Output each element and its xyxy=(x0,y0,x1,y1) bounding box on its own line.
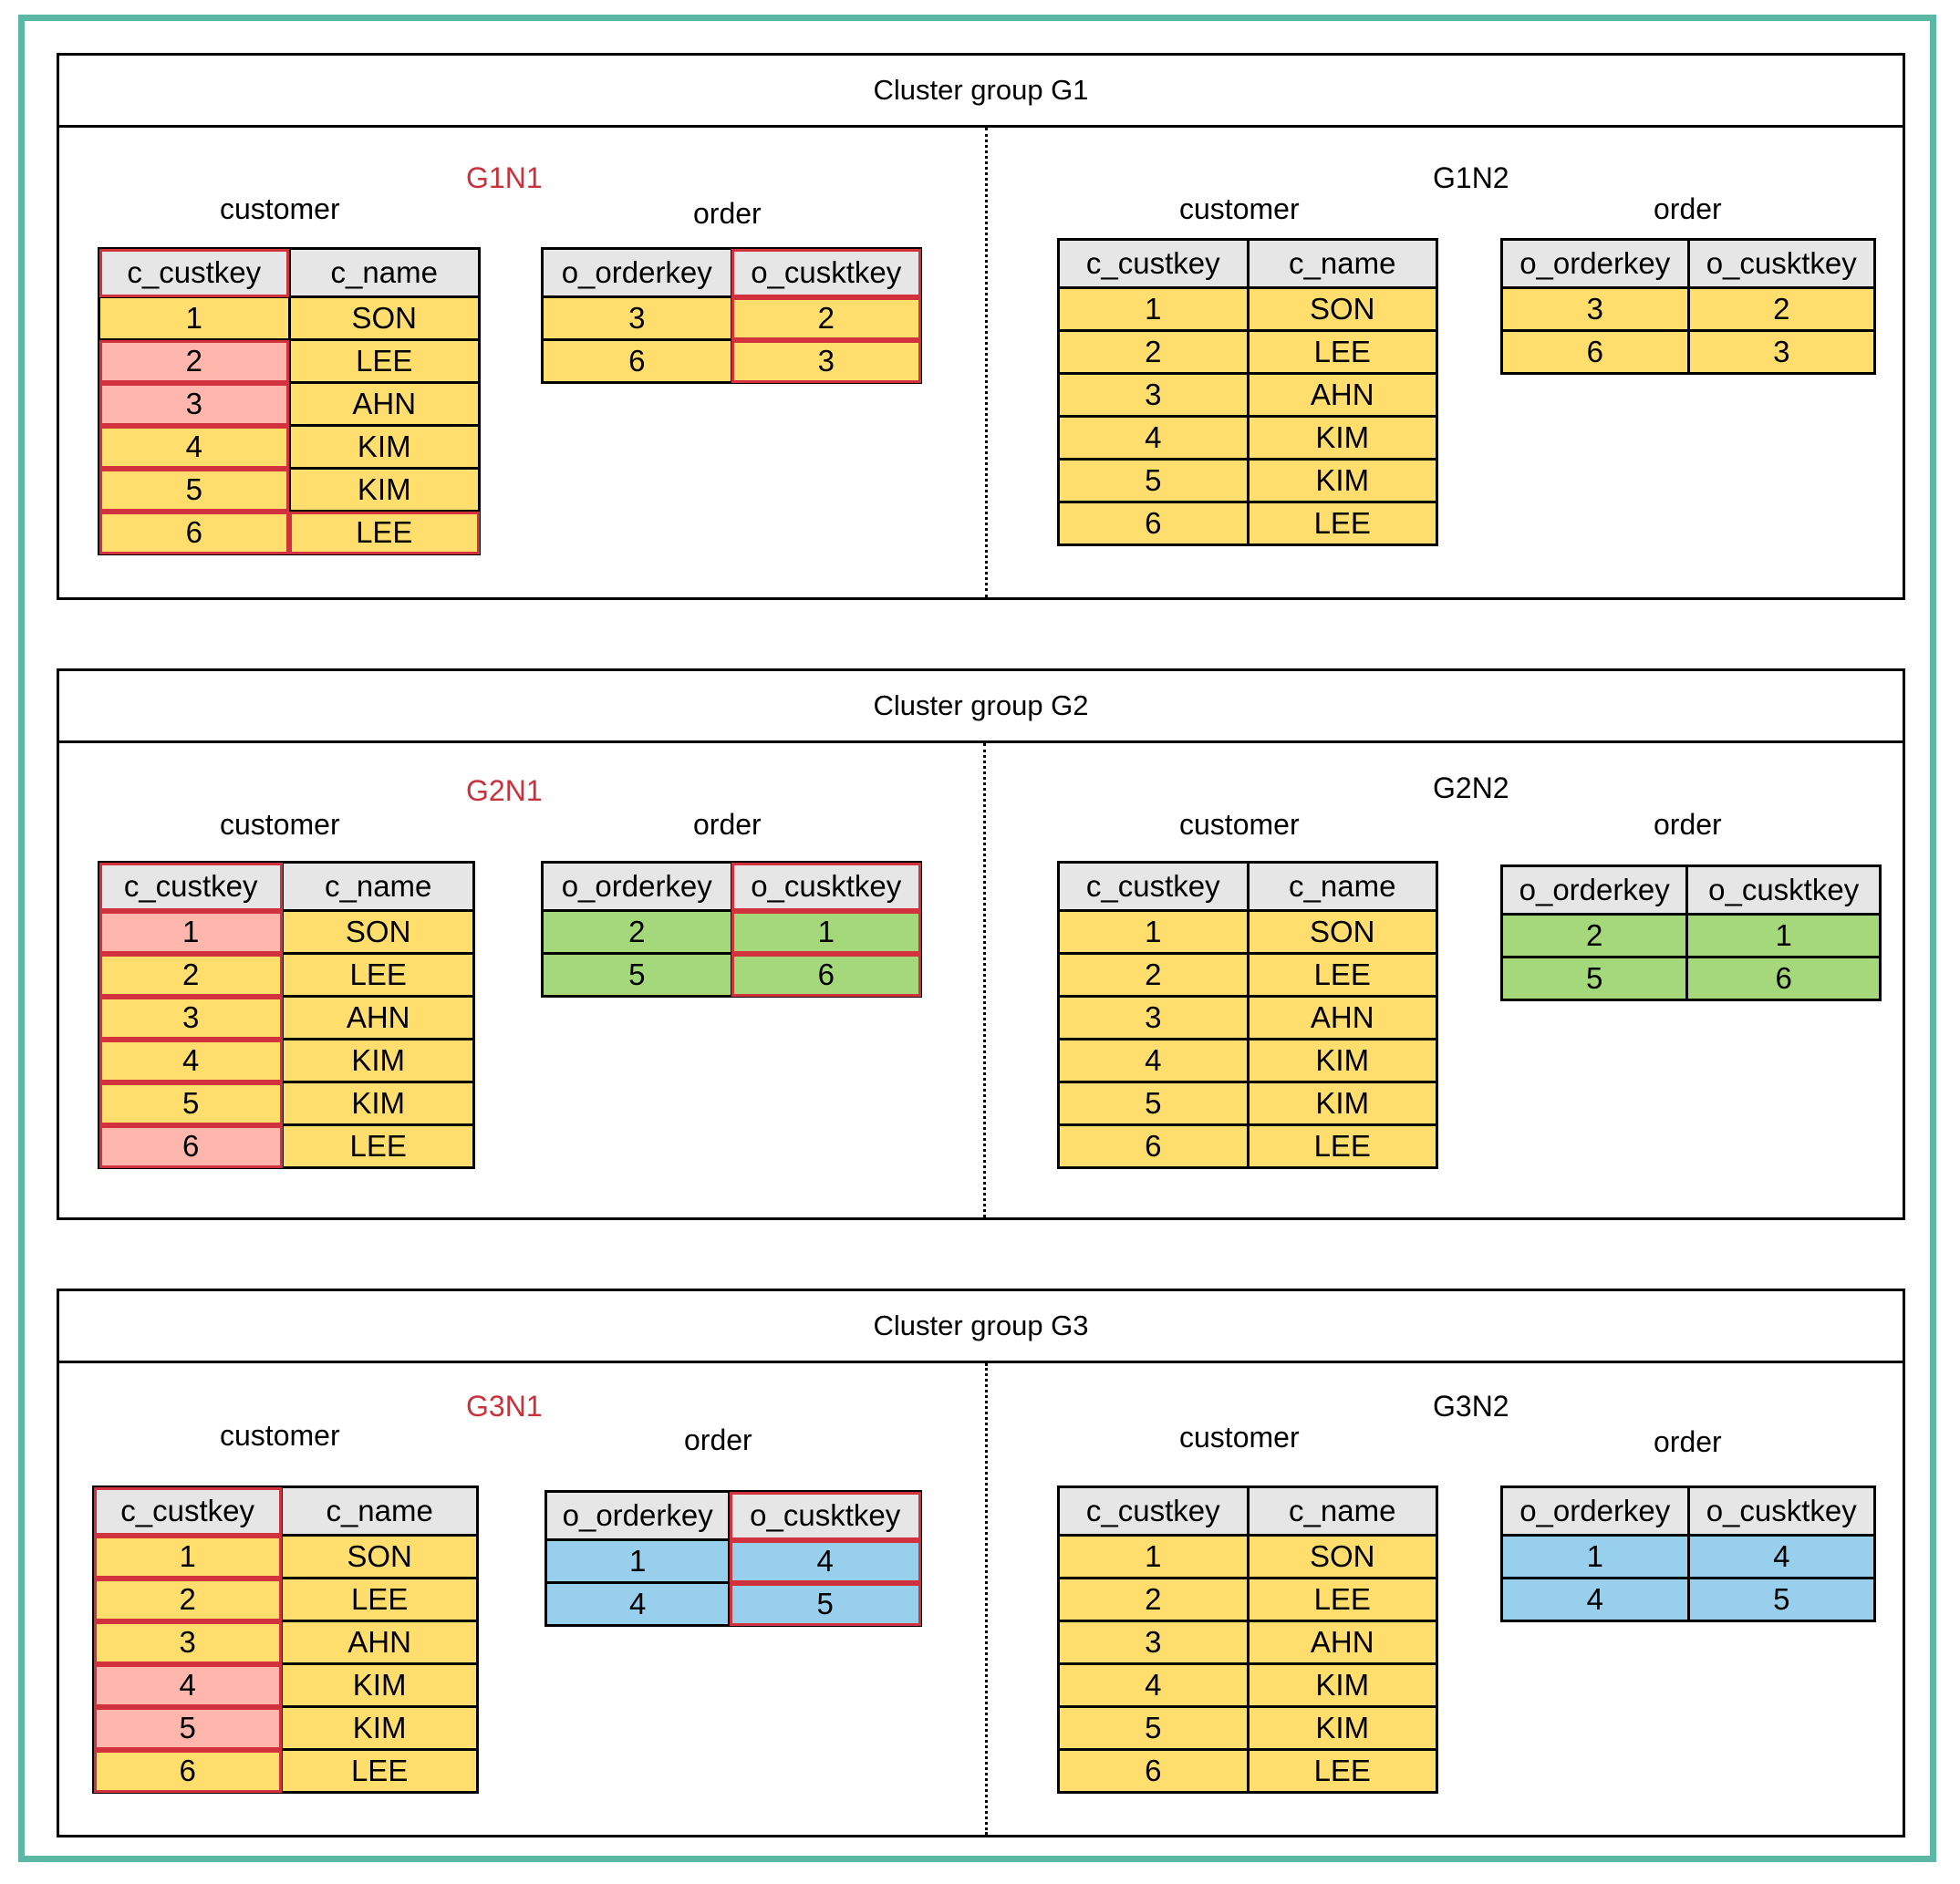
table-row xyxy=(99,997,474,1040)
customer-table-g3n2 xyxy=(1057,1485,1438,1794)
header-c-custkey: c_custkey xyxy=(99,249,290,297)
table-row xyxy=(1059,460,1437,502)
cell-name: LEE xyxy=(289,512,480,554)
cell-orderkey: 2 xyxy=(543,911,732,954)
table-row xyxy=(1502,331,1875,374)
cell-name: LEE xyxy=(283,1125,474,1168)
group-title: Cluster group G1 xyxy=(59,56,1903,128)
table-row xyxy=(1059,374,1437,417)
header-o-orderkey: o_orderkey xyxy=(543,863,732,911)
cell-custkey: 5 xyxy=(1059,460,1249,502)
cell-name: LEE xyxy=(282,1750,478,1793)
order-caption: order xyxy=(684,1423,752,1456)
cell-name: KIM xyxy=(1248,460,1437,502)
order-caption: order xyxy=(1654,192,1722,225)
cell-name: KIM xyxy=(289,426,480,469)
table-row xyxy=(1059,1082,1437,1125)
cell-name: KIM xyxy=(282,1707,478,1750)
cell-custkey: 4 xyxy=(99,1040,283,1082)
cell-name: AHN xyxy=(283,997,474,1040)
cell-name: AHN xyxy=(289,383,480,426)
cell-cusktkey: 2 xyxy=(1688,288,1875,331)
cell-cusktkey: 3 xyxy=(1688,331,1875,374)
cell-cusktkey: 1 xyxy=(731,911,921,954)
order-caption: order xyxy=(693,197,762,230)
cell-custkey: 5 xyxy=(99,1082,283,1125)
cell-custkey: 5 xyxy=(1059,1082,1249,1125)
table-row xyxy=(543,297,921,340)
cell-orderkey: 1 xyxy=(546,1540,730,1583)
cell-name: LEE xyxy=(1248,331,1437,374)
group-title: Cluster group G2 xyxy=(59,671,1903,743)
cell-name: LEE xyxy=(1248,1750,1437,1793)
table-row xyxy=(94,1750,478,1793)
cell-custkey: 3 xyxy=(1059,374,1249,417)
cell-custkey: 3 xyxy=(99,383,290,426)
cell-name: LEE xyxy=(1248,954,1437,997)
order-table-g3n1 xyxy=(544,1490,922,1627)
customer-caption: customer xyxy=(1179,192,1300,225)
table-row xyxy=(1059,1040,1437,1082)
cell-name: LEE xyxy=(1248,1125,1437,1168)
cell-custkey: 5 xyxy=(99,469,290,512)
node-divider xyxy=(983,743,986,1217)
customer-table-g1n2 xyxy=(1057,238,1438,546)
order-table-g2n2 xyxy=(1500,864,1882,1001)
table-row xyxy=(1502,958,1881,1000)
table-row xyxy=(94,1579,478,1621)
header-o-cusktkey: o_cusktkey xyxy=(731,863,921,911)
table-row xyxy=(94,1536,478,1579)
header-c-custkey: c_custkey xyxy=(94,1487,282,1536)
table-row xyxy=(1502,288,1875,331)
table-row xyxy=(94,1664,478,1707)
cell-name: KIM xyxy=(1248,1040,1437,1082)
cell-custkey: 4 xyxy=(1059,1664,1249,1707)
table-row xyxy=(1502,1579,1875,1621)
cell-custkey: 6 xyxy=(99,1125,283,1168)
cell-name: KIM xyxy=(1248,1664,1437,1707)
cell-name: LEE xyxy=(1248,1579,1437,1621)
cell-custkey: 3 xyxy=(99,997,283,1040)
table-row xyxy=(99,469,480,512)
table-row xyxy=(99,383,480,426)
cell-name: AHN xyxy=(1248,997,1437,1040)
table-row xyxy=(1059,417,1437,460)
header-o-orderkey: o_orderkey xyxy=(543,249,732,297)
table-row xyxy=(99,512,480,554)
cell-name: SON xyxy=(283,911,474,954)
cell-name: SON xyxy=(282,1536,478,1579)
cell-orderkey: 4 xyxy=(546,1583,730,1626)
cell-custkey: 3 xyxy=(1059,997,1249,1040)
cell-orderkey: 5 xyxy=(1502,958,1687,1000)
cell-name: AHN xyxy=(1248,1621,1437,1664)
table-row xyxy=(1059,997,1437,1040)
table-row xyxy=(1059,502,1437,545)
cell-name: LEE xyxy=(283,954,474,997)
order-caption: order xyxy=(1654,808,1722,841)
customer-table-g2n1 xyxy=(98,861,475,1169)
table-row xyxy=(546,1540,921,1583)
table-row xyxy=(1059,1664,1437,1707)
table-row xyxy=(543,340,921,383)
cluster-group-g1 xyxy=(57,53,1905,600)
cell-custkey: 2 xyxy=(99,340,290,383)
header-o-cusktkey: o_cusktkey xyxy=(1687,866,1881,915)
table-row xyxy=(1059,1621,1437,1664)
node-label-g3n1: G3N1 xyxy=(466,1390,543,1423)
table-row xyxy=(99,954,474,997)
cell-cusktkey: 4 xyxy=(1688,1536,1875,1579)
order-table-g1n2 xyxy=(1500,238,1876,375)
header-c-name: c_name xyxy=(283,863,474,911)
table-row xyxy=(99,911,474,954)
cell-custkey: 4 xyxy=(1059,417,1249,460)
cell-orderkey: 1 xyxy=(1502,1536,1689,1579)
cell-name: KIM xyxy=(1248,1082,1437,1125)
cell-custkey: 5 xyxy=(1059,1707,1249,1750)
customer-caption: customer xyxy=(220,1419,340,1452)
header-o-orderkey: o_orderkey xyxy=(1502,240,1689,288)
header-c-name: c_name xyxy=(1248,1487,1437,1536)
cell-orderkey: 3 xyxy=(1502,288,1689,331)
table-row xyxy=(94,1621,478,1664)
cell-name: KIM xyxy=(283,1040,474,1082)
header-c-name: c_name xyxy=(1248,240,1437,288)
cell-name: LEE xyxy=(282,1579,478,1621)
table-row xyxy=(1059,911,1437,954)
table-row xyxy=(99,297,480,340)
header-o-cusktkey: o_cusktkey xyxy=(730,1492,921,1540)
cell-custkey: 2 xyxy=(1059,954,1249,997)
header-o-cusktkey: o_cusktkey xyxy=(1688,1487,1875,1536)
cell-name: KIM xyxy=(282,1664,478,1707)
cell-name: KIM xyxy=(1248,417,1437,460)
header-o-orderkey: o_orderkey xyxy=(1502,866,1687,915)
cell-custkey: 1 xyxy=(1059,288,1249,331)
customer-table-g3n1 xyxy=(92,1485,479,1794)
cell-custkey: 4 xyxy=(99,426,290,469)
header-c-name: c_name xyxy=(282,1487,478,1536)
cell-custkey: 6 xyxy=(1059,1750,1249,1793)
cell-custkey: 2 xyxy=(99,954,283,997)
cell-custkey: 1 xyxy=(99,297,290,340)
group-title: Cluster group G3 xyxy=(59,1291,1903,1363)
header-c-custkey: c_custkey xyxy=(1059,240,1249,288)
customer-caption: customer xyxy=(1179,1421,1300,1454)
table-row xyxy=(543,911,921,954)
cell-custkey: 6 xyxy=(1059,502,1249,545)
table-row xyxy=(99,1125,474,1168)
header-c-custkey: c_custkey xyxy=(1059,1487,1249,1536)
cell-custkey: 5 xyxy=(94,1707,282,1750)
cell-orderkey: 6 xyxy=(543,340,732,383)
cell-custkey: 1 xyxy=(99,911,283,954)
cluster-group-g2 xyxy=(57,668,1905,1220)
cell-name: SON xyxy=(1248,911,1437,954)
cell-name: LEE xyxy=(1248,502,1437,545)
cell-cusktkey: 6 xyxy=(1687,958,1881,1000)
cell-custkey: 6 xyxy=(99,512,290,554)
cell-orderkey: 3 xyxy=(543,297,732,340)
cell-custkey: 4 xyxy=(1059,1040,1249,1082)
cell-name: KIM xyxy=(283,1082,474,1125)
customer-caption: customer xyxy=(1179,808,1300,841)
cell-orderkey: 4 xyxy=(1502,1579,1689,1621)
table-row xyxy=(1059,288,1437,331)
table-row xyxy=(1059,1750,1437,1793)
cell-cusktkey: 5 xyxy=(730,1583,921,1626)
order-table-g1n1 xyxy=(541,247,922,384)
cell-name: SON xyxy=(289,297,480,340)
node-label-g3n2: G3N2 xyxy=(1433,1390,1509,1423)
order-caption: order xyxy=(693,808,762,841)
cell-custkey: 2 xyxy=(94,1579,282,1621)
customer-table-g2n2 xyxy=(1057,861,1438,1169)
cell-name: AHN xyxy=(1248,374,1437,417)
table-row xyxy=(1059,1536,1437,1579)
cell-custkey: 1 xyxy=(1059,1536,1249,1579)
cell-custkey: 2 xyxy=(1059,1579,1249,1621)
table-row xyxy=(99,340,480,383)
header-o-orderkey: o_orderkey xyxy=(546,1492,730,1540)
cluster-group-g3 xyxy=(57,1289,1905,1837)
order-table-g2n1 xyxy=(541,861,922,998)
cell-cusktkey: 5 xyxy=(1688,1579,1875,1621)
cell-custkey: 3 xyxy=(94,1621,282,1664)
table-row xyxy=(94,1707,478,1750)
cell-custkey: 6 xyxy=(1059,1125,1249,1168)
cell-cusktkey: 1 xyxy=(1687,915,1881,958)
header-o-orderkey: o_orderkey xyxy=(1502,1487,1689,1536)
table-row xyxy=(546,1583,921,1626)
cell-cusktkey: 6 xyxy=(731,954,921,997)
node-label-g1n1: G1N1 xyxy=(466,161,543,194)
table-row xyxy=(1502,915,1881,958)
customer-caption: customer xyxy=(220,808,340,841)
cell-name: AHN xyxy=(282,1621,478,1664)
header-c-custkey: c_custkey xyxy=(1059,863,1249,911)
cell-cusktkey: 4 xyxy=(730,1540,921,1583)
node-divider xyxy=(985,128,988,597)
table-row xyxy=(1059,1579,1437,1621)
node-divider xyxy=(985,1363,988,1835)
customer-table-g1n1 xyxy=(98,247,481,555)
header-o-cusktkey: o_cusktkey xyxy=(1688,240,1875,288)
table-row xyxy=(1059,1707,1437,1750)
table-row xyxy=(543,954,921,997)
cell-name: KIM xyxy=(289,469,480,512)
table-row xyxy=(99,1082,474,1125)
node-label-g2n1: G2N1 xyxy=(466,774,543,807)
cell-orderkey: 5 xyxy=(543,954,732,997)
header-c-name: c_name xyxy=(1248,863,1437,911)
cell-orderkey: 2 xyxy=(1502,915,1687,958)
cell-cusktkey: 2 xyxy=(731,297,921,340)
node-label-g2n2: G2N2 xyxy=(1433,771,1509,804)
table-row xyxy=(1059,954,1437,997)
table-row xyxy=(99,1040,474,1082)
cell-custkey: 3 xyxy=(1059,1621,1249,1664)
cell-orderkey: 6 xyxy=(1502,331,1689,374)
cell-custkey: 6 xyxy=(94,1750,282,1793)
table-row xyxy=(99,426,480,469)
table-row xyxy=(1059,1125,1437,1168)
cell-cusktkey: 3 xyxy=(731,340,921,383)
header-c-custkey: c_custkey xyxy=(99,863,283,911)
table-row xyxy=(1059,331,1437,374)
cell-custkey: 1 xyxy=(94,1536,282,1579)
header-o-cusktkey: o_cusktkey xyxy=(731,249,921,297)
table-row xyxy=(1502,1536,1875,1579)
cell-name: SON xyxy=(1248,288,1437,331)
node-label-g1n2: G1N2 xyxy=(1433,161,1509,194)
order-caption: order xyxy=(1654,1425,1722,1458)
cell-name: LEE xyxy=(289,340,480,383)
cell-custkey: 2 xyxy=(1059,331,1249,374)
cell-name: SON xyxy=(1248,1536,1437,1579)
cell-custkey: 1 xyxy=(1059,911,1249,954)
cell-name: KIM xyxy=(1248,1707,1437,1750)
order-table-g3n2 xyxy=(1500,1485,1876,1622)
cell-custkey: 4 xyxy=(94,1664,282,1707)
header-c-name: c_name xyxy=(289,249,480,297)
customer-caption: customer xyxy=(220,192,340,225)
